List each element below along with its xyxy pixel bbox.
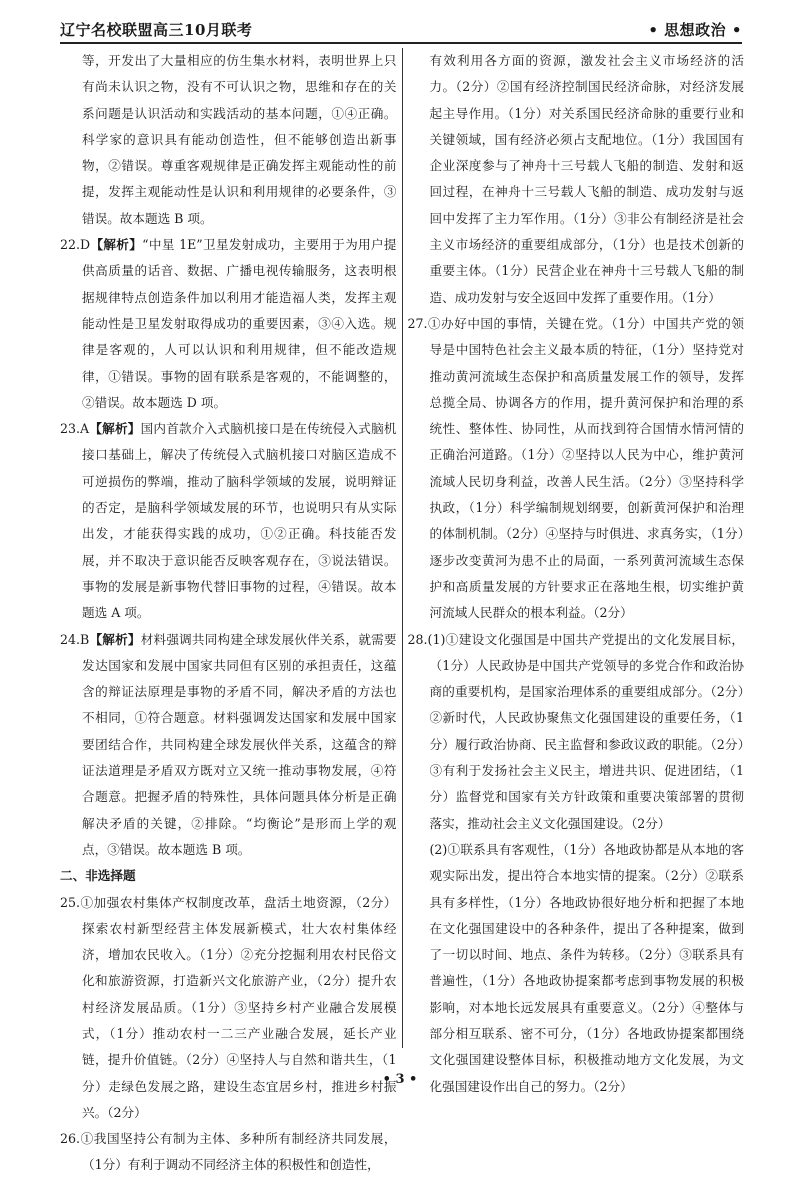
- answer-23: [60, 416, 397, 626]
- left-column: [60, 48, 402, 1173]
- answer-26-number: 26.: [60, 1131, 81, 1147]
- answer-22-tag: 【解析】: [90, 237, 143, 253]
- answer-22: [60, 232, 397, 416]
- answer-25: [60, 890, 397, 1127]
- answer-28-part2: (2)①联系具有客观性，（1分）各地政协都是从本地的客观实际出发，提出符合本地实情的提案。（2分）②联系具有多样性，（1分）各地政协很好地分析和把握了本地在文化强国建设中的各种条件，提出了各种提案，做到了一切以时间、地点、条件为转移。（2分）③联系具有普遍性，（1分）各地政协提案都考虑到事物发展的积极影响，对本地长远发展具有重要意义。（2分）④整体与部分相互联系、密不可分，（1分）各地政协提案都围绕文化强国建设整体目标，积极推动地方文化发展，为文化强国建设作出自己的努力。（2分）: [429, 841, 744, 1094]
- answer-21-continuation: 等，开发出了大量相应的仿生集水材料，表明世界上只有尚未认识之物，没有不可认识之物，思维和存在的关系问题是认识活动和实践活动的基本问题，①④正确。科学家的意识具有能动创造性，但不能够创造出新事物，②错误。尊重客观规律是正确发挥主观能动性的前提，发挥主观能动性是认识和利用规律的必要条件，③错误。故本题选 B 项。: [82, 53, 397, 226]
- answer-23-text: 国内首款介入式脑机接口是在传统侵入式脑机接口基础上，解决了传统侵入式脑机接口对脑区造成不可逆损伤的弊端，推动了脑科学领域的发展，说明辩证的否定，是脑科学领域发展的环节，也说明只有从实际出发，才能获得实践的成功，①②正确。科技能否发展，并不取决于意识能否反映客观存在，③说法错误。事物的发展是新事物代替旧事物的过程，④错误。故本题选 A 项。: [82, 421, 397, 621]
- answer-23-tag: 【解析】: [89, 421, 141, 437]
- exam-title: 辽宁名校联盟高三10月联考: [60, 21, 253, 39]
- answer-27-text: ①办好中国的事情，关键在党。（1分）中国共产党的领导是中国特色社会主义最本质的特征，（1分）坚持党对推动黄河流域生态保护和高质量发展工作的领导，发挥总揽全局、协调各方的作用，提升黄河保护和治理的系统性、整体性、协同性，从而找到符合国情水情河情的正确治河道路。（1分）②坚持以人民为中心，维护黄河流域人民切身利益，改善人民生活。（2分）③坚持科学执政，（1分）科学编制规划纲要，创新黄河保护和治理的体制机制。（2分）④坚持与时俱进、求真务实，（1分）逐步改变黄河为患不止的局面，一系列黄河流域生态保护和高质量发展的方针要求正在落地生根，切实维护黄河流域人民群众的根本利益。（2分）: [427, 315, 744, 621]
- answer-26-start: [60, 1126, 397, 1179]
- answer-24: [60, 627, 397, 864]
- answer-25-number: 25.: [60, 894, 81, 910]
- page-number: • 3 •: [382, 1072, 418, 1087]
- answer-25-text: ①加强农村集体产权制度改革，盘活土地资源，（2分）探索农村新型经营主体发展新模式，壮大农村集体经济，增加农民收入。（1分）②充分挖掘利用农村民俗文化和旅游资源，打造新兴文化旅游产业，（2分）提升农村经济发展品质。（1分）③坚持乡村产业融合发展模式，（1分）推动农村一二三产业融合发展，延长产业链，提升价值链。（2分）④坚持人与自然和谐共生，（1分）走绿色发展之路，建设生态宜居乡村，推进乡村振兴。（2分）: [80, 894, 397, 1120]
- answer-28-part1-text: (1)①建设文化强国是中国共产党提出的文化发展目标，（1分）人民政协是中国共产党领导的多党合作和政治协商的重要机构，是国家治理体系的重要组成部分。（2分）②新时代，人民政协聚焦文化强国建设的重要任务，（1分）履行政治协商、民主监督和参政议政的职能。（2分）③有利于发扬社会主义民主，增进共识、促进团结，（1分）监督党和国家有关方针政策和重要决策部署的贯彻落实，推动社会主义文化强国建设。（2分）: [427, 631, 744, 831]
- answer-22-text: “中星 1E”卫星发射成功，主要用于为用户提供高质量的话音、数据、广播电视传输服务，这表明根据规律特点创造条件加以利用才能造福人类，发挥主观能动性是卫星发射取得成功的重要因素，③④入选。规律是客观的，人可以认识和利用规律，但不能改造规律，①错误。事物的固有联系是客观的，不能调整的，②错误。故本题选 D 项。: [82, 237, 397, 410]
- answer-28-number: 28.: [407, 631, 428, 647]
- answer-23-number: 23.A: [60, 421, 90, 437]
- answer-24-text: 材料强调共同构建全球发展伙伴关系，就需要发达国家和发展中国家共同但有区别的承担责任，这蕴含的辩证法原理是事物的矛盾不同，解决矛盾的方法也不相同，①符合题意。材料强调发达国家和发展中国家要团结合作，共同构建全球发展伙伴关系，这蕴含的辩证法道理是矛盾双方既对立又统一推动事物发展，④符合题意。把握矛盾的特殊性，具体问题具体分析是正确解决矛盾的关键，②排除。“均衡论”是形而上学的观点，③错误。故本题选 B 项。: [82, 631, 397, 857]
- answer-27-number: 27.: [407, 315, 428, 331]
- answer-27: [408, 311, 745, 627]
- answer-22-number: 22.D: [60, 237, 91, 253]
- answer-24-number: 24.B: [60, 631, 90, 647]
- answer-26-continuation: 有效利用各方面的资源，激发社会主义市场经济的活力。（2分）②国有经济控制国民经济命脉，对经济发展起主导作用。（1分）对关系国民经济命脉的重要行业和关键领域，国有经济必须占支配地位。（1分）我国国有企业深度参与了神舟十三号载人飞船的制造、发射和返回过程，在神舟十三号载人飞船的制造、成功发射与返回中发挥了主力军作用。（1分）③非公有制经济是社会主义市场经济的重要组成部分，（1分）也是技术创新的重要主体。（1分）民营企业在神舟十三号载人飞船的制造、成功发射与安全返回中发挥了重要作用。（1分）: [429, 53, 744, 305]
- subject-label: • 思想政治 •: [648, 21, 742, 39]
- section-heading-non-choice: 二、非选择题: [60, 868, 136, 884]
- answer-28-part1: [408, 627, 745, 837]
- page-header: [60, 12, 742, 44]
- right-column: [403, 48, 745, 1094]
- answer-24-tag: 【解析】: [89, 631, 141, 647]
- two-column-body: [60, 48, 744, 1173]
- answer-26-text-start: ①我国坚持公有制为主体、多种所有制经济共同发展，（1分）有利于调动不同经济主体的积极性和创造性，: [80, 1131, 397, 1173]
